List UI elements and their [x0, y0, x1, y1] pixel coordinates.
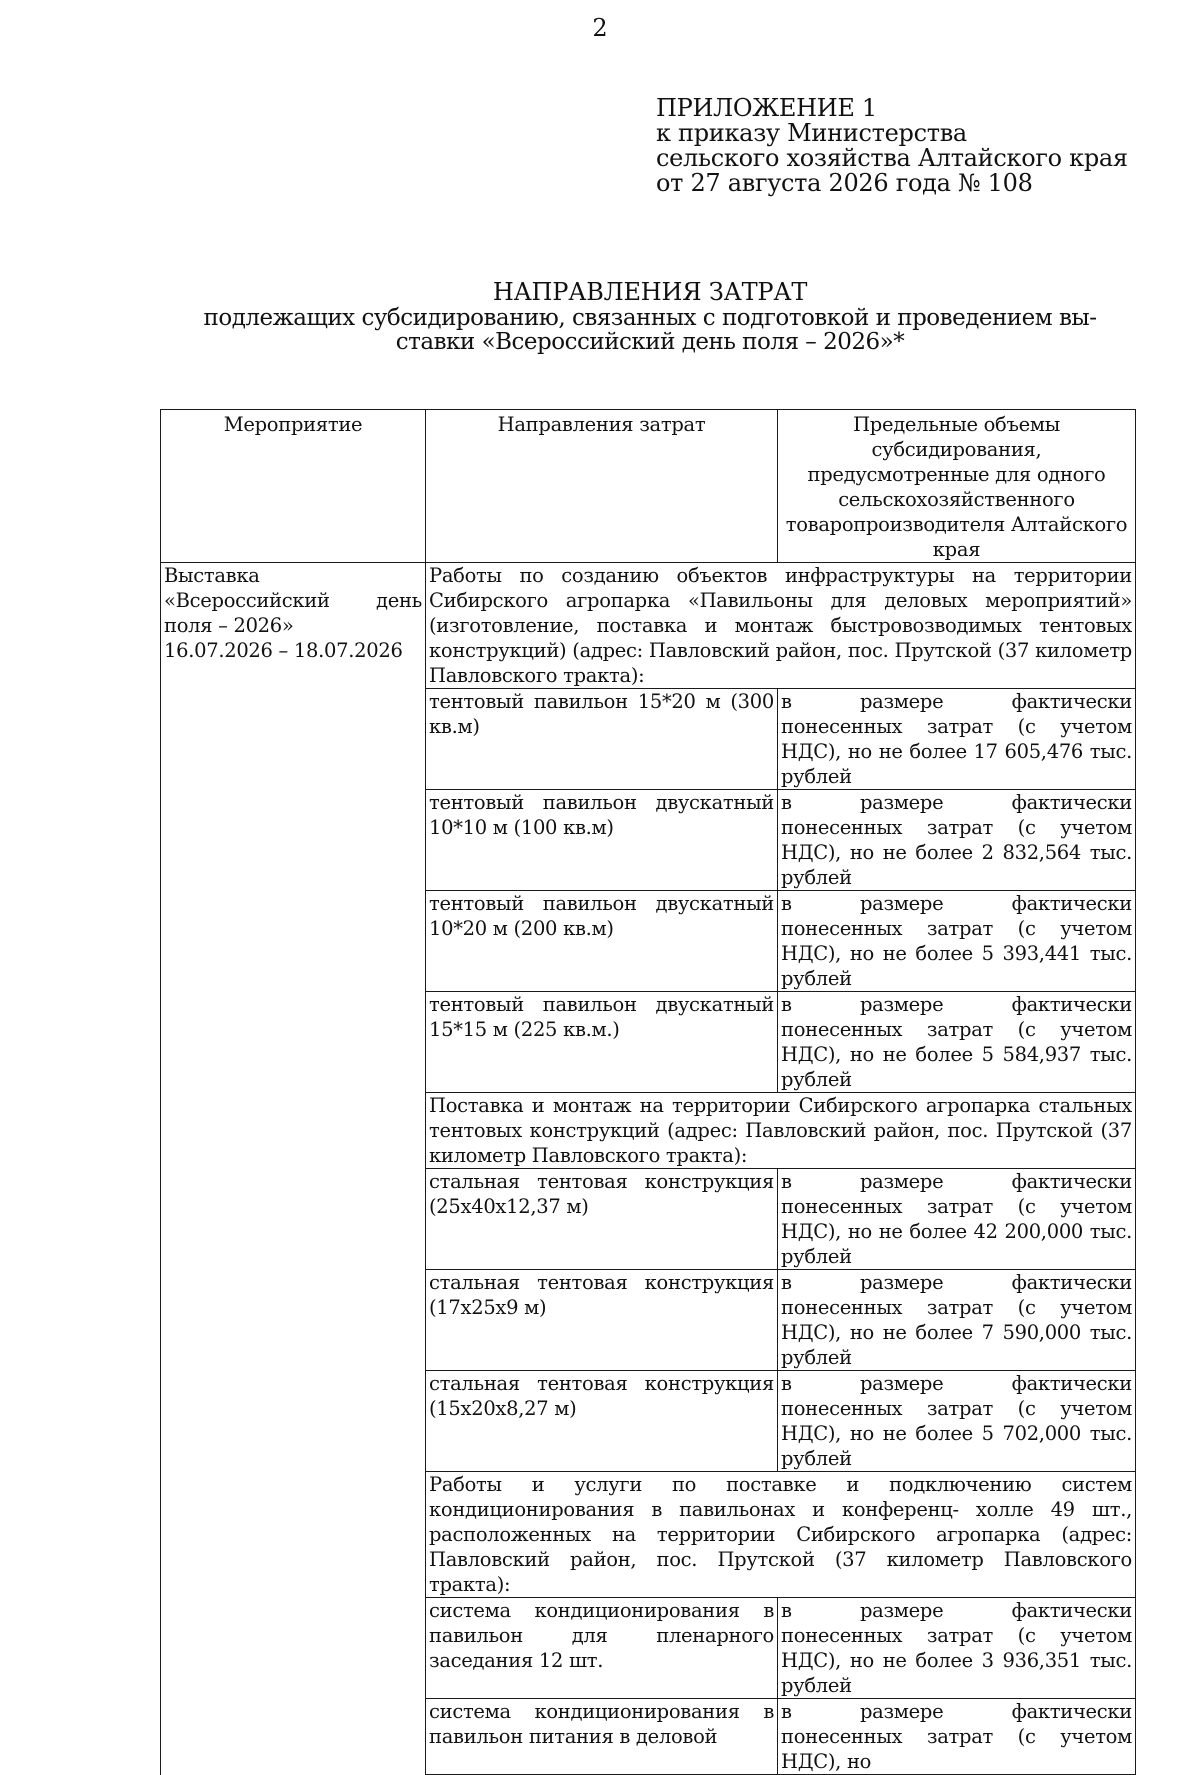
appendix-title: ПРИЛОЖЕНИЕ 1 — [656, 94, 877, 122]
document-subtitle: подлежащих субсидированию, связанных с подготовкой и проведением вы- — [203, 305, 1097, 331]
item-name: система кондиционирования в павильон для пленарного заседания 12 шт. — [426, 1598, 778, 1699]
item-limit: в размере фактически понесенных затрат (с учетом НДС), но не более 42 200,000 тыс. рублей — [778, 1169, 1136, 1270]
item-name: тентовый павильон 15*20 м (300 кв.м) — [426, 689, 778, 790]
item-limit: в размере фактически понесенных затрат (с учетом НДС), но не более 3 936,351 тыс. рублей — [778, 1598, 1136, 1699]
document-heading — [160, 278, 1140, 354]
item-limit: в размере фактически понесенных затрат (с учетом НДС), но не более 17 605,476 тыс. рублей — [778, 689, 1136, 790]
item-name: стальная тентовая конструкция (17х25х9 м) — [426, 1270, 778, 1371]
appendix-block — [656, 96, 1128, 196]
document-subtitle: ставки «Всероссийский день поля – 2026»* — [395, 329, 905, 355]
event-name: Выставка «Всероссийский день поля – 2026» — [164, 564, 422, 637]
costs-table — [160, 409, 1136, 1775]
appendix-line: сельского хозяйства Алтайского края — [656, 144, 1128, 172]
item-limit: в размере фактически понесенных затрат (с учетом НДС), но не более 5 584,937 тыс. рублей — [778, 992, 1136, 1093]
item-limit: в размере фактически понесенных затрат (с учетом НДС), но не более 5 393,441 тыс. рублей — [778, 891, 1136, 992]
item-name: система кондиционирования в павильон питания в деловой — [426, 1699, 778, 1775]
item-name: тентовый павильон двускатный 10*10 м (100 кв.м) — [426, 790, 778, 891]
item-limit: в размере фактически понесенных затрат (с учетом НДС), но не более 7 590,000 тыс. рублей — [778, 1270, 1136, 1371]
item-limit: в размере фактически понесенных затрат (с учетом НДС), но не более 2 832,564 тыс. рублей — [778, 790, 1136, 891]
item-name: стальная тентовая конструкция (15х20х8,27 м) — [426, 1371, 778, 1472]
group-title: Поставка и монтаж на территории Сибирского агропарка стальных тентовых конструкций (адрес: Павловский район, пос. Прутской (37 километр Павловского тракта): — [426, 1093, 1136, 1169]
column-header-limit: Предельные объемы субсидирования, предусмотренные для одного сельскохозяйственного товаропроизводителя Алтайского края — [778, 410, 1136, 563]
item-limit: в размере фактически понесенных затрат (с учетом НДС), но не более 5 702,000 тыс. рублей — [778, 1371, 1136, 1472]
event-cell — [161, 563, 426, 1775]
appendix-line: от 27 августа 2026 года № 108 — [656, 169, 1033, 197]
group-title: Работы по созданию объектов инфраструктуры на территории Сибирского агропарка «Павильоны для деловых мероприятий» (изготовление, поставка и монтаж быстровозводимых тентовых конструкций) (адрес: Павловский район, пос. Прутской (37 километр Павловского тракта): — [426, 563, 1136, 689]
item-name: тентовый павильон двускатный 10*20 м (200 кв.м) — [426, 891, 778, 992]
column-header-event: Мероприятие — [161, 410, 426, 563]
appendix-line: к приказу Министерства — [656, 119, 967, 147]
table-row — [161, 563, 1136, 689]
item-name: тентовый павильон двускатный 15*15 м (225 кв.м.) — [426, 992, 778, 1093]
table-header-row — [161, 410, 1136, 563]
page-number: 2 — [592, 14, 608, 42]
group-title: Работы и услуги по поставке и подключению систем кондиционирования в павильонах и конференц- холле 49 шт., расположенных на территории Сибирского агропарка (адрес: Павловский район, пос. Прутской (37 километр Павловского тракта): — [426, 1472, 1136, 1598]
document-title: НАПРАВЛЕНИЯ ЗАТРАТ — [492, 278, 808, 306]
item-name: стальная тентовая конструкция (25х40х12,37 м) — [426, 1169, 778, 1270]
column-header-direction: Направления затрат — [426, 410, 778, 563]
item-limit: в размере фактически понесенных затрат (с учетом НДС), но — [778, 1699, 1136, 1775]
event-dates: 16.07.2026 – 18.07.2026 — [164, 639, 403, 662]
